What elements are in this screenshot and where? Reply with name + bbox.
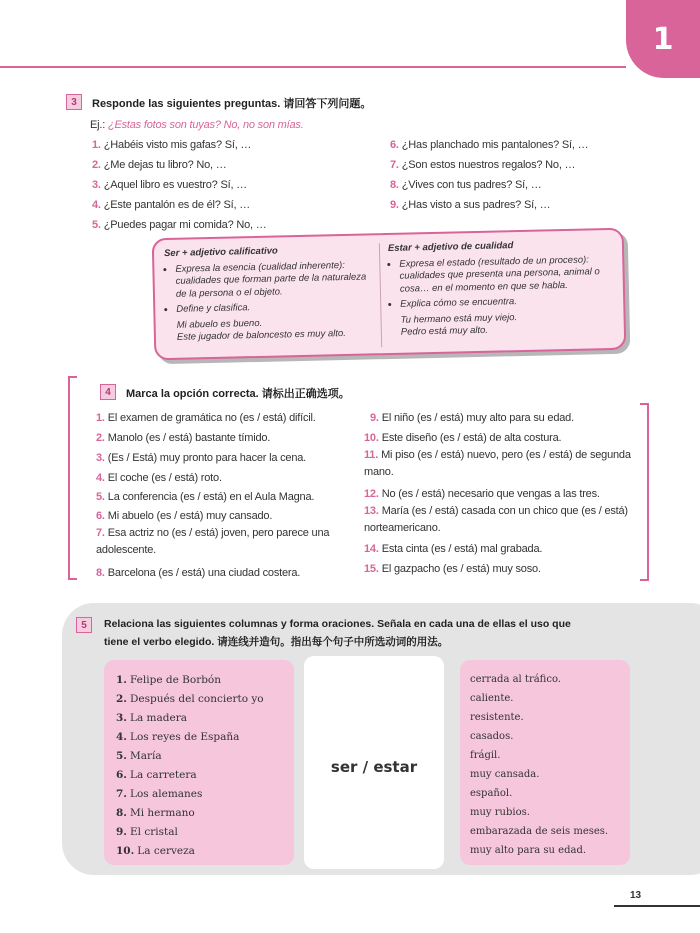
exercise-4-item — [370, 412, 574, 424]
item-text: Mi hermano — [129, 807, 195, 819]
ser-estar-label: ser / estar — [330, 758, 418, 776]
exercise-5-instruction: Relaciona las siguientes columnas y forma oraciones. Señala en cada una de ellas el uso que — [104, 618, 571, 630]
exercise-4-item — [96, 567, 300, 579]
item-text: ¿Has visto a sus padres? Sí, … — [401, 199, 551, 211]
item-text: ¿Me dejas tu libro? No, … — [103, 159, 227, 171]
footer-rule — [614, 905, 700, 907]
exercise-4-number: 4 — [100, 384, 116, 400]
subject-item — [116, 674, 221, 686]
subject-item — [116, 712, 187, 724]
exercise-4-item — [96, 412, 316, 424]
item-number: 6. — [116, 769, 127, 781]
item-text: La carretera — [129, 769, 197, 781]
item-number: 8. — [390, 179, 399, 191]
complement-item: casados. — [470, 731, 514, 742]
item-number: 10. — [116, 845, 135, 857]
exercise-4-item — [96, 491, 314, 503]
item-text: La madera — [129, 712, 187, 724]
item-number: 3. — [116, 712, 127, 724]
item-number: 2. — [116, 693, 127, 705]
item-number: 10. — [364, 432, 379, 444]
item-text: Barcelona (es / está) una ciudad costera. — [107, 567, 301, 579]
exercise-3-item — [92, 159, 227, 171]
exercise-4-item — [96, 472, 222, 484]
example-label: Ej.: — [90, 119, 106, 131]
item-text: Este diseño (es / está) de alta costura. — [381, 432, 562, 444]
ser-column — [164, 243, 374, 344]
item-number: 1. — [96, 412, 105, 424]
item-text: Los reyes de España — [129, 731, 240, 743]
grammar-note-box — [152, 228, 627, 361]
header-rule — [0, 66, 626, 68]
exercise-3-item — [390, 139, 588, 151]
item-number: 5. — [92, 219, 101, 231]
ser-example: Mi abuelo es bueno. — [176, 317, 263, 331]
estar-title: Estar + adjetivo de cualidad — [387, 240, 514, 255]
item-number: 3. — [92, 179, 101, 191]
item-number: 4. — [92, 199, 101, 211]
exercise-5-number: 5 — [76, 617, 92, 633]
item-text: ¿Vives con tus padres? Sí, … — [401, 179, 542, 191]
item-number: 8. — [96, 567, 105, 579]
item-text: (Es / Está) muy pronto para hacer la cena. — [107, 452, 307, 464]
item-text: El gazpacho (es / está) muy soso. — [381, 563, 541, 575]
exercise-5-instruction: tiene el verbo elegido. 请连线并造句。指出每个句子中所选动词的用法。 — [104, 636, 449, 648]
exercise-4-item — [96, 525, 346, 559]
item-number: 4. — [96, 472, 105, 484]
subject-item — [116, 750, 162, 762]
item-number: 6. — [390, 139, 399, 151]
item-number: 4. — [116, 731, 127, 743]
item-text: María (es / está) casada con un chico que (es / está) norteamericano. — [364, 505, 628, 534]
exercise-3-item — [390, 179, 542, 191]
complement-item: español. — [470, 788, 513, 799]
chapter-number: 1 — [652, 21, 674, 57]
item-text: El cristal — [129, 826, 178, 838]
item-text: El coche (es / está) roto. — [107, 472, 222, 484]
item-number: 5. — [116, 750, 127, 762]
item-text: Manolo (es / está) bastante tímido. — [107, 432, 271, 444]
exercise-4-instruction: Marca la opción correcta. 请标出正确选项。 — [126, 388, 350, 400]
ser-example: Este jugador de baloncesto es muy alto. — [176, 327, 347, 343]
item-text: El examen de gramática no (es / está) difícil. — [107, 412, 316, 424]
exercise-4-item — [96, 432, 270, 444]
exercise-4-item — [364, 503, 634, 537]
subject-item — [116, 807, 195, 819]
estar-example: Pedro está muy alto. — [400, 324, 489, 338]
item-number: 6. — [96, 510, 105, 522]
right-bracket — [640, 403, 649, 581]
exercise-4-item — [364, 432, 561, 444]
exercise-3-item — [92, 219, 267, 231]
item-number: 1. — [92, 139, 101, 151]
item-text: Después del concierto yo — [129, 693, 264, 705]
subject-item — [116, 693, 264, 705]
item-number: 9. — [370, 412, 379, 424]
item-number: 1. — [116, 674, 127, 686]
item-number: 12. — [364, 488, 379, 500]
item-number: 3. — [96, 452, 105, 464]
estar-bullet: • Expresa el estado (resultado de un proceso): cualidades que presenta una persona, animal o cosa… en el momento en que se habla. — [399, 253, 615, 295]
estar-example: Tu hermano está muy viejo. — [400, 311, 518, 326]
subject-item — [116, 826, 178, 838]
ser-title: Ser + adjetivo calificativo — [163, 245, 278, 260]
item-number: 9. — [390, 199, 399, 211]
complement-item: embarazada de seis meses. — [470, 826, 609, 837]
exercise-4-item — [364, 447, 634, 481]
ser-bullet: • Define y clasifica. — [176, 299, 373, 316]
item-number: 7. — [116, 788, 127, 800]
item-text: Los alemanes — [129, 788, 203, 800]
item-number: 2. — [96, 432, 105, 444]
exercise-3-item — [92, 179, 247, 191]
exercise-3-example — [90, 119, 304, 131]
ser-bullet: • Expresa la esencia (cualidad inherente): cualidades que forman parte de la naturaleza de la persona o el objeto. — [175, 259, 373, 301]
item-text: Mi piso (es / está) nuevo, pero (es / está) de segunda mano. — [364, 449, 631, 478]
exercise-4-item — [96, 510, 272, 522]
item-text: Esa actriz no (es / está) joven, pero parece una adolescente. — [96, 527, 330, 556]
item-text: María — [129, 750, 162, 762]
item-text: ¿Aquel libro es vuestro? Sí, … — [103, 179, 247, 191]
exercise-4-item — [364, 543, 542, 555]
exercise-3-item — [390, 199, 550, 211]
item-text: Felipe de Borbón — [129, 674, 222, 686]
item-number: 13. — [364, 505, 379, 517]
exercise-3-item — [92, 199, 250, 211]
page-number: 13 — [630, 890, 642, 901]
item-number: 15. — [364, 563, 379, 575]
chapter-number-tab — [626, 0, 700, 78]
exercise-3-item — [92, 139, 251, 151]
subject-item — [116, 731, 239, 743]
item-text: No (es / está) necesario que vengas a las tres. — [381, 488, 600, 500]
item-text: Mi abuelo (es / está) muy cansado. — [107, 510, 273, 522]
item-number: 7. — [390, 159, 399, 171]
item-number: 8. — [116, 807, 127, 819]
item-number: 5. — [96, 491, 105, 503]
item-text: El niño (es / está) muy alto para su edad. — [381, 412, 574, 424]
item-text: La cerveza — [137, 845, 195, 857]
complement-item: cerrada al tráfico. — [470, 674, 561, 685]
item-number: 7. — [96, 527, 105, 539]
complement-item: muy rubios. — [470, 807, 530, 818]
item-number: 14. — [364, 543, 379, 555]
exercise-4-item — [364, 563, 541, 575]
complement-item: caliente. — [470, 693, 514, 704]
exercise-3-instruction: Responde las siguientes preguntas. 请回答下列问题。 — [92, 98, 372, 110]
exercise-4-item — [96, 452, 306, 464]
item-text: La conferencia (es / está) en el Aula Magna. — [107, 491, 315, 503]
estar-column — [388, 238, 616, 340]
subject-item — [116, 769, 197, 781]
item-text: Esta cinta (es / está) mal grabada. — [381, 543, 543, 555]
item-text: ¿Este pantalón es de él? Sí, … — [103, 199, 251, 211]
item-text: ¿Habéis visto mis gafas? Sí, … — [103, 139, 252, 151]
complement-item: resistente. — [470, 712, 524, 723]
complement-item: muy cansada. — [470, 769, 540, 780]
item-text: ¿Son estos nuestros regalos? No, … — [401, 159, 576, 171]
estar-bullet: • Explica cómo se encuentra. — [400, 294, 615, 311]
item-text: ¿Puedes pagar mi comida? No, … — [103, 219, 267, 231]
complement-item: frágil. — [470, 750, 501, 761]
subject-item — [116, 788, 202, 800]
exercise-3-number: 3 — [66, 94, 82, 110]
item-number: 11. — [364, 449, 379, 461]
left-bracket — [68, 376, 77, 580]
item-number: 2. — [92, 159, 101, 171]
item-text: ¿Has planchado mis pantalones? Sí, … — [401, 139, 589, 151]
item-number: 9. — [116, 826, 127, 838]
example-text: ¿Estas fotos son tuyas? No, no son mías. — [107, 119, 304, 131]
complement-item: muy alto para su edad. — [470, 845, 587, 856]
exercise-3-item — [390, 159, 575, 171]
grammar-divider — [379, 243, 382, 347]
exercise-4-item — [364, 488, 600, 500]
subject-item — [116, 845, 195, 857]
